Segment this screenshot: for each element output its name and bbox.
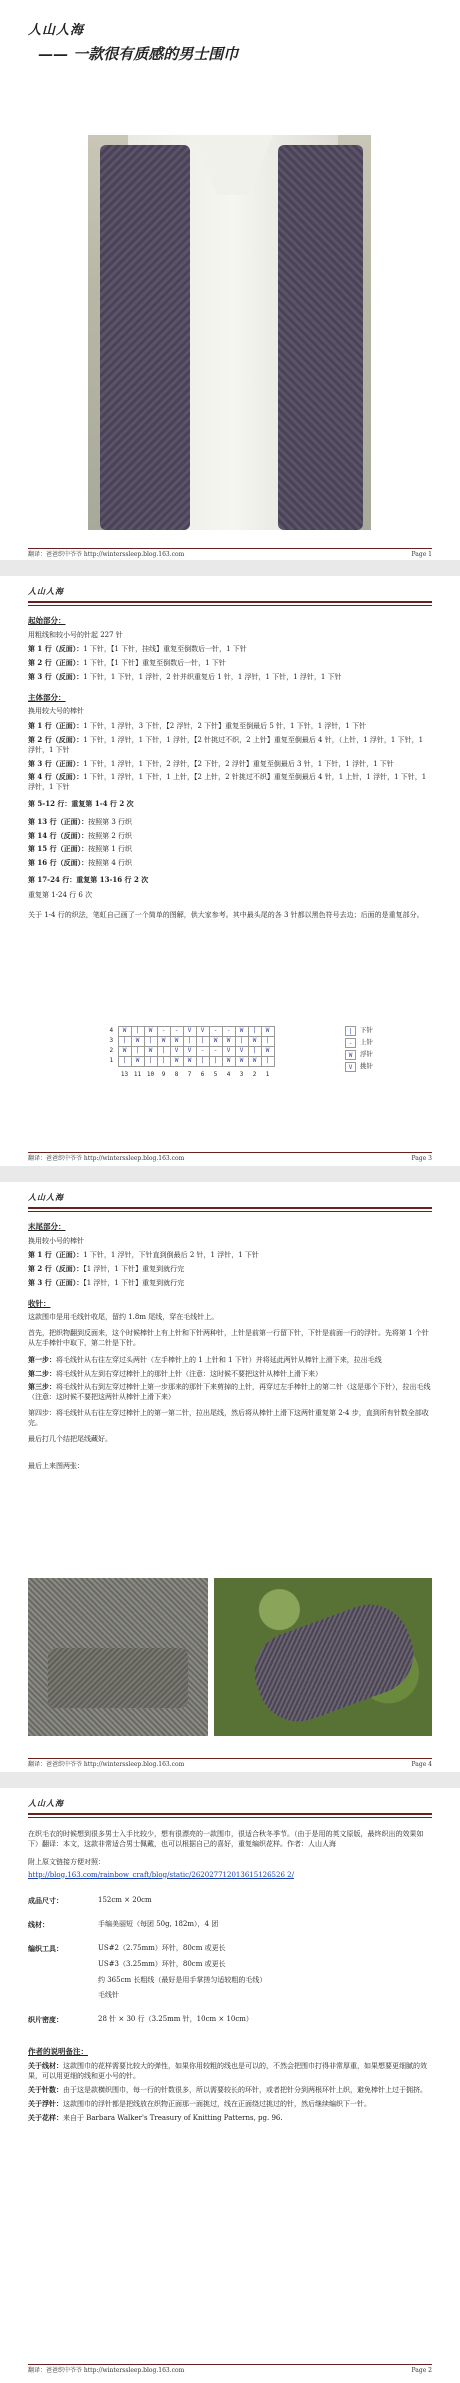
paragraph: 第四步：将毛线针从右往左穿过棒针上的第一第二针，拉出尾线，然后将从棒针上滑下这两针重复第 2-4 步，直到所有针数全部收完。 — [28, 1408, 429, 1427]
chart-col-label: 4 — [226, 1071, 231, 1078]
chart-cell: V — [170, 1047, 183, 1057]
legend-symbol: W — [345, 1050, 356, 1060]
chart-cell: | — [248, 1027, 261, 1037]
chart-cell: | — [261, 1057, 274, 1067]
page-number: Page 1 — [411, 551, 432, 558]
logo: 人山人海 — [28, 23, 85, 38]
chart-cell: W — [235, 1027, 248, 1037]
legend-symbol: V — [345, 1062, 356, 1072]
row-text: 这款围巾的花样需要比较大的弹性，如果你用较粗的线也是可以的，不然会把围巾打得非常厚重，如果想要更细腻的效果，可以用更细的线和更小号的针。 — [28, 2062, 427, 2081]
row-text: 1 下针，【1 下针】重复至倒数后一针，1 下针 — [83, 659, 226, 668]
row-text: 将毛线针从右到左穿过棒针上第一步那来的那针下来剪掉的上针，再穿过左手棒针上的第二针（这是那个下针），拉出毛线（注意：这时候不要把这两针从棒针上滑下来） — [28, 1383, 431, 1402]
chart-row — [105, 1047, 274, 1057]
section-title: 作者的说明备注： — [28, 2046, 88, 2056]
legend-entry — [345, 1050, 373, 1060]
chart-cell: | — [144, 1037, 157, 1047]
chart-cell: W — [183, 1057, 196, 1067]
chart-col-label: 13 — [120, 1071, 129, 1078]
chart-cell: W — [261, 1047, 274, 1057]
row-label: 第 16 行（反面）： — [28, 858, 89, 868]
legend-label: 挑针 — [360, 1062, 373, 1071]
legend-label: 上针 — [360, 1038, 373, 1047]
chart-cell: V — [183, 1047, 196, 1057]
row-text: 1 下针，1 浮针，下针直到倒最后 2 针，1 浮针，1 下针 — [83, 1251, 259, 1260]
legend-symbol: | — [345, 1026, 356, 1036]
link-label: 附上原文链接方便对照： — [28, 1857, 105, 1866]
repeat-line: 第 5-12 行：重复第 1-4 行 2 次 — [28, 798, 134, 808]
paragraph: 最后上来图两张： — [28, 1462, 84, 1471]
chart-cell: W — [144, 1027, 157, 1037]
page-footer — [28, 1152, 432, 1164]
spec-row — [28, 1896, 432, 1912]
instruction-row — [28, 1355, 432, 1366]
chart-cell: W — [248, 1037, 261, 1047]
header-rule — [28, 1817, 432, 1818]
source-link[interactable]: http://blog.163.com/rainbow_craft/blog/static/262027712013615126526 2/ — [28, 1870, 294, 1879]
page-separator — [0, 560, 460, 576]
instruction-row — [28, 2061, 432, 2082]
row-list — [28, 817, 432, 869]
row-text: 1 下针，1 下针，1 浮针，2 针并织重复后 1 针，1 浮针，1 下针，1 浮针，1 下针 — [83, 673, 342, 682]
chart-col-label: 9 — [161, 1071, 166, 1078]
header-rule — [28, 605, 432, 606]
instruction-row — [28, 759, 432, 770]
row-text: 1 下针，1 浮针，1 下针，1 上针，【2 上针，2 针挑过不织】重复至倒最后 4 针，1 上针，1 浮针，1 下针，1 浮针，1 下针 — [28, 773, 427, 792]
page-footer — [28, 2364, 432, 2376]
chart-legend — [345, 1026, 373, 1074]
repeat-line: 第 17-24 行：重复第 13-16 行 2 次 — [28, 874, 149, 884]
chart-cell: - — [209, 1047, 222, 1057]
chart-cell: | — [209, 1057, 222, 1067]
chart-cell: | — [157, 1047, 170, 1057]
page-separator — [0, 1772, 460, 1788]
chart-col-label: 3 — [239, 1071, 244, 1078]
logo: 人山人海 — [28, 586, 64, 596]
chart-row-label: 1 — [109, 1057, 114, 1065]
chart-cell: V — [235, 1047, 248, 1057]
spec-value: 毛线针 — [98, 1991, 119, 2000]
row-text: 将毛线针从右往左穿过头两针（左手棒针上的 1 上针和 1 下针）并将延此两针从棒针上滑下来，拉出毛线 — [56, 1355, 382, 1364]
chart-row — [105, 1027, 274, 1037]
section-title: 末尾部分： — [28, 1222, 66, 1232]
row-text: 1 下针，1 浮针，3 下针，【2 浮针，2 下针】重复至倒最后 5 针，1 下针，1 浮针，1 下针 — [83, 722, 367, 731]
chart-cell: | — [118, 1057, 131, 1067]
instruction-row — [28, 844, 432, 855]
chart-row-label: 3 — [109, 1037, 114, 1045]
row-list — [28, 721, 432, 793]
legend-entry — [345, 1038, 373, 1048]
row-label: 第 15 行（正面）： — [28, 844, 89, 854]
chart-cell: W — [235, 1057, 248, 1067]
spec-values — [98, 2015, 253, 2031]
chart-cell: | — [131, 1027, 144, 1037]
section-title: 起始部分： — [28, 616, 66, 626]
chart-cell: | — [118, 1037, 131, 1047]
chart-cell: | — [157, 1057, 170, 1067]
row-text: 将毛线针从左到右穿过棒针上的那针上针（注意：这时候不要把这针从棒针上滑下来） — [56, 1369, 322, 1378]
instruction-row — [28, 858, 432, 869]
instruction-row — [28, 831, 432, 842]
instruction-row — [28, 2113, 432, 2124]
chart-row-label: 4 — [109, 1027, 114, 1035]
row-text: 1 下针，【1 下针，挂线】重复至倒数后一针，1 下针 — [83, 645, 247, 654]
instruction-row — [28, 1278, 432, 1289]
scarf-right-side — [278, 145, 363, 530]
footer-left: 翻译：爸爸织中爷爷 http://winterssleep.blog.163.com — [28, 1761, 185, 1768]
logo: 人山人海 — [28, 1798, 64, 1808]
paragraph: 这款围巾是用毛线针收尾，留约 1.8m 尾线，穿在毛线针上。 — [28, 1313, 219, 1322]
row-text: 【1 浮针，1 下针】重复到就行完 — [83, 1279, 185, 1288]
row-label: 关于针数： — [28, 2085, 63, 2095]
chart-cell: W — [144, 1047, 157, 1057]
row-text: 1 下针，1 浮针，1 下针，2 浮针，【2 下针，2 浮针】重复至倒最后 3 针，1 下针，1 浮针，1 下针 — [83, 759, 394, 768]
chart-col-label: 1 — [265, 1071, 270, 1078]
chart-cell: W — [209, 1037, 222, 1047]
instruction-row — [28, 644, 432, 655]
instruction-row — [28, 672, 432, 683]
page-separator — [0, 1166, 460, 1182]
header-rule — [28, 1211, 432, 1212]
instruction-row — [28, 1264, 432, 1275]
row-label: 第 1 行（正面）： — [28, 721, 84, 731]
intro-paragraph: 在织毛衣的时候想到很多男士入手比较少，想有很漂亮的一款围巾，很适合秋冬季节。（由于是用的英文原版，最终织出的效果如下）翻译：本文，这款非常适合男士佩戴，也可以根据自己的喜好，重复编织花样。作者：人山人海 — [28, 1830, 424, 1848]
spec-value: US#2（2.75mm）环针，80cm 或更长 — [98, 1943, 226, 1952]
page-footer — [28, 548, 432, 560]
row-list — [28, 1250, 432, 1288]
instruction-line: 用粗线和较小号的针起 227 针 — [28, 630, 123, 639]
row-label: 第 3 行（正面）： — [28, 1278, 84, 1288]
instruction-row — [28, 1369, 432, 1380]
row-text: 1 下针，1 浮针，1 下针，1 浮针，【2 针挑过不织，2 上针】重复至倒最后 4 针，（上针，1 浮针，1 下针，1 浮针，1 下针 — [28, 735, 424, 754]
chart-cell: W — [222, 1037, 235, 1047]
spec-values — [98, 1896, 152, 1912]
page-3 — [0, 1182, 460, 1772]
chart-cell: - — [157, 1027, 170, 1037]
spec-values — [98, 1920, 218, 1936]
spec-value: 28 针 × 30 行（3.25mm 针，10cm × 10cm） — [98, 2015, 253, 2024]
row-label: 第 13 行（正面）： — [28, 816, 89, 826]
spec-value: US#3（3.25mm）环针，80cm 或更长 — [98, 1959, 226, 1968]
page-subtitle: —— 一款很有质感的男士围巾 — [38, 45, 239, 64]
chart-cell: | — [144, 1057, 157, 1067]
chart-cell: | — [248, 1047, 261, 1057]
legend-entry — [345, 1026, 373, 1036]
instruction-line: 换用较大号的棒针 — [28, 707, 84, 716]
page-number: Page 3 — [411, 1155, 432, 1162]
row-label: 第 3 行（正面）： — [28, 758, 84, 768]
spec-key: 线材： — [28, 1920, 49, 1930]
instruction-row — [28, 2085, 432, 2096]
chart-cell: - — [222, 1027, 235, 1037]
chart-cell: W — [118, 1047, 131, 1057]
chart-col-label: 10 — [146, 1071, 155, 1078]
row-text: 由于这是款横织围巾，每一行的针数很多，所以需要较长的环针，或者把针分到两根环针上织，避免棒针上过于拥挤。 — [63, 2086, 427, 2095]
page-number: Page 4 — [411, 1761, 432, 1768]
chart-cell: V — [196, 1027, 209, 1037]
scarf-photo — [88, 135, 371, 530]
repeat-line: 重复第 1-24 行 6 次 — [28, 890, 93, 899]
chart-cell: W — [248, 1057, 261, 1067]
scarf-left-side — [100, 145, 190, 530]
row-text: 这款围巾的浮针都是把线放在织物正面那一面挑过，线在正面绕过挑过的针，然后继续编织下一针。 — [63, 2099, 371, 2108]
page-number: Page 2 — [411, 2367, 432, 2374]
chart-cell: | — [196, 1037, 209, 1047]
instruction-row — [28, 721, 432, 732]
row-text: 按照第 1 行织 — [88, 845, 133, 854]
spec-key: 成品尺寸： — [28, 1896, 63, 1906]
row-label: 关于线材： — [28, 2061, 63, 2071]
chart-cell: | — [196, 1057, 209, 1067]
chart-col-label: 8 — [174, 1071, 179, 1078]
footer-left: 翻译：爸爸织中爷爷 http://winterssleep.blog.163.com — [28, 1155, 185, 1162]
legend-label: 下针 — [360, 1026, 373, 1035]
header-rule — [28, 1813, 432, 1815]
instruction-row — [28, 817, 432, 828]
chart-cell: W — [261, 1027, 274, 1037]
row-text: 【1 浮针，1 下针】重复到就行完 — [83, 1265, 185, 1274]
chart-cell: V — [222, 1047, 235, 1057]
chart-col-label: 2 — [252, 1071, 257, 1078]
scarf-fold — [48, 1648, 188, 1708]
spec-key: 织片密度： — [28, 2015, 63, 2025]
spec-row — [28, 1920, 432, 1936]
header-rule — [28, 601, 432, 603]
spec-key: 编织工具： — [28, 1943, 63, 1953]
chart-col-label: 7 — [187, 1071, 192, 1078]
chart-cell: - — [170, 1027, 183, 1037]
instruction-row — [28, 735, 432, 756]
legend-symbol: - — [345, 1038, 356, 1048]
row-text: 按照第 3 行织 — [88, 817, 133, 826]
row-label: 第 3 行（反面）： — [28, 672, 84, 682]
chart-col-label: 11 — [133, 1071, 142, 1078]
page-2 — [0, 576, 460, 1166]
row-label: 关于花样： — [28, 2112, 63, 2122]
logo: 人山人海 — [28, 1192, 64, 1202]
chart-row-label: 2 — [109, 1047, 114, 1055]
paragraph: 首先，把织物翻到反面来，这个时候棒针上有上针和下针两种针，上针是前第一行留下针，下针是前面一行的浮针。先将第 1 个针从左手棒针中取下，第二针是下针。 — [28, 1329, 429, 1347]
spec-value: 约 365cm 长粗线（最好是用手掌搓匀适较粗的毛线） — [98, 1975, 267, 1984]
chart-cell: W — [222, 1057, 235, 1067]
legend-entry — [345, 1062, 373, 1072]
paragraph: 最后打几个结把尾线藏好。 — [28, 1434, 112, 1443]
chart-col-labels — [105, 1067, 274, 1080]
row-label: 第 4 行（反面）： — [28, 772, 84, 782]
step-list — [28, 1355, 432, 1403]
section-title: 主体部分： — [28, 692, 66, 702]
chart-cell: | — [235, 1037, 248, 1047]
stitch-chart — [105, 1026, 275, 1079]
row-text: 按照第 4 行织 — [88, 859, 133, 868]
row-text: 按照第 2 行织 — [88, 831, 133, 840]
row-label: 第二步： — [28, 1368, 56, 1378]
chart-row — [105, 1037, 274, 1047]
spec-list — [28, 1896, 432, 2031]
row-label: 关于浮针： — [28, 2098, 63, 2108]
chart-row — [105, 1057, 274, 1067]
chart-cell: W — [170, 1057, 183, 1067]
row-label: 第 1 行（正面）： — [28, 1250, 84, 1260]
header-rule — [28, 1207, 432, 1209]
chart-note: 关于 1-4 行的织法，笔虹自己画了一个简单的图解，供大家参考。其中最头尾的各 3 针都以黑色符号去边；后面的是重复部分。 — [28, 910, 424, 919]
spec-value: 152cm × 20cm — [98, 1896, 152, 1905]
chart-cell: V — [183, 1027, 196, 1037]
footer-left: 翻译：爸爸织中爷爷 http://winterssleep.blog.163.com — [28, 551, 185, 558]
chart-cell: W — [118, 1027, 131, 1037]
legend-label: 浮针 — [360, 1050, 373, 1059]
scarf-outdoor-photo — [214, 1578, 432, 1736]
spec-row — [28, 1944, 432, 2007]
notes-list — [28, 2061, 432, 2123]
spec-row — [28, 2015, 432, 2031]
page-4 — [0, 1788, 460, 2383]
section-title: 收针： — [28, 1298, 51, 1308]
spec-value: 手编美丽短（每团 50g, 182m），4 团 — [98, 1920, 219, 1929]
instruction-row — [28, 1250, 432, 1261]
chart-cell: - — [196, 1047, 209, 1057]
instruction-row — [28, 1382, 432, 1403]
instruction-row — [28, 658, 432, 669]
footer-left: 翻译：爸爸织中爷爷 http://winterssleep.blog.163.com — [28, 2367, 185, 2374]
row-label: 第 2 行（反面）： — [28, 734, 84, 744]
chart-cell: W — [131, 1057, 144, 1067]
chart-cell: | — [261, 1037, 274, 1047]
chart-col-label: 6 — [200, 1071, 205, 1078]
row-label: 第 2 行（反面）： — [28, 1264, 84, 1274]
scarf-closeup-photo — [28, 1578, 208, 1736]
page-footer — [28, 1758, 432, 1770]
chart-cell: W — [131, 1037, 144, 1047]
instruction-row — [28, 2099, 432, 2110]
row-label: 第 2 行（正面）： — [28, 658, 84, 668]
chart-cell: W — [157, 1037, 170, 1047]
chart-col-label: 5 — [213, 1071, 218, 1078]
row-label: 第三步： — [28, 1382, 56, 1392]
chart-cell: W — [170, 1037, 183, 1047]
chart-cell: | — [183, 1037, 196, 1047]
spec-values — [98, 1944, 266, 2007]
instruction-row — [28, 772, 432, 793]
row-label: 第 1 行（反面）： — [28, 644, 84, 654]
chart-cell: | — [131, 1047, 144, 1057]
row-label: 第一步： — [28, 1354, 56, 1364]
row-text: 来自于 Barbara Walker's Treasury of Knitting Patterns, pg. 96. — [63, 2113, 283, 2122]
instruction-line: 换用较小号的棒针 — [28, 1236, 84, 1245]
chart-cell: - — [209, 1027, 222, 1037]
row-list — [28, 644, 432, 682]
row-label: 第 14 行（反面）： — [28, 830, 89, 840]
